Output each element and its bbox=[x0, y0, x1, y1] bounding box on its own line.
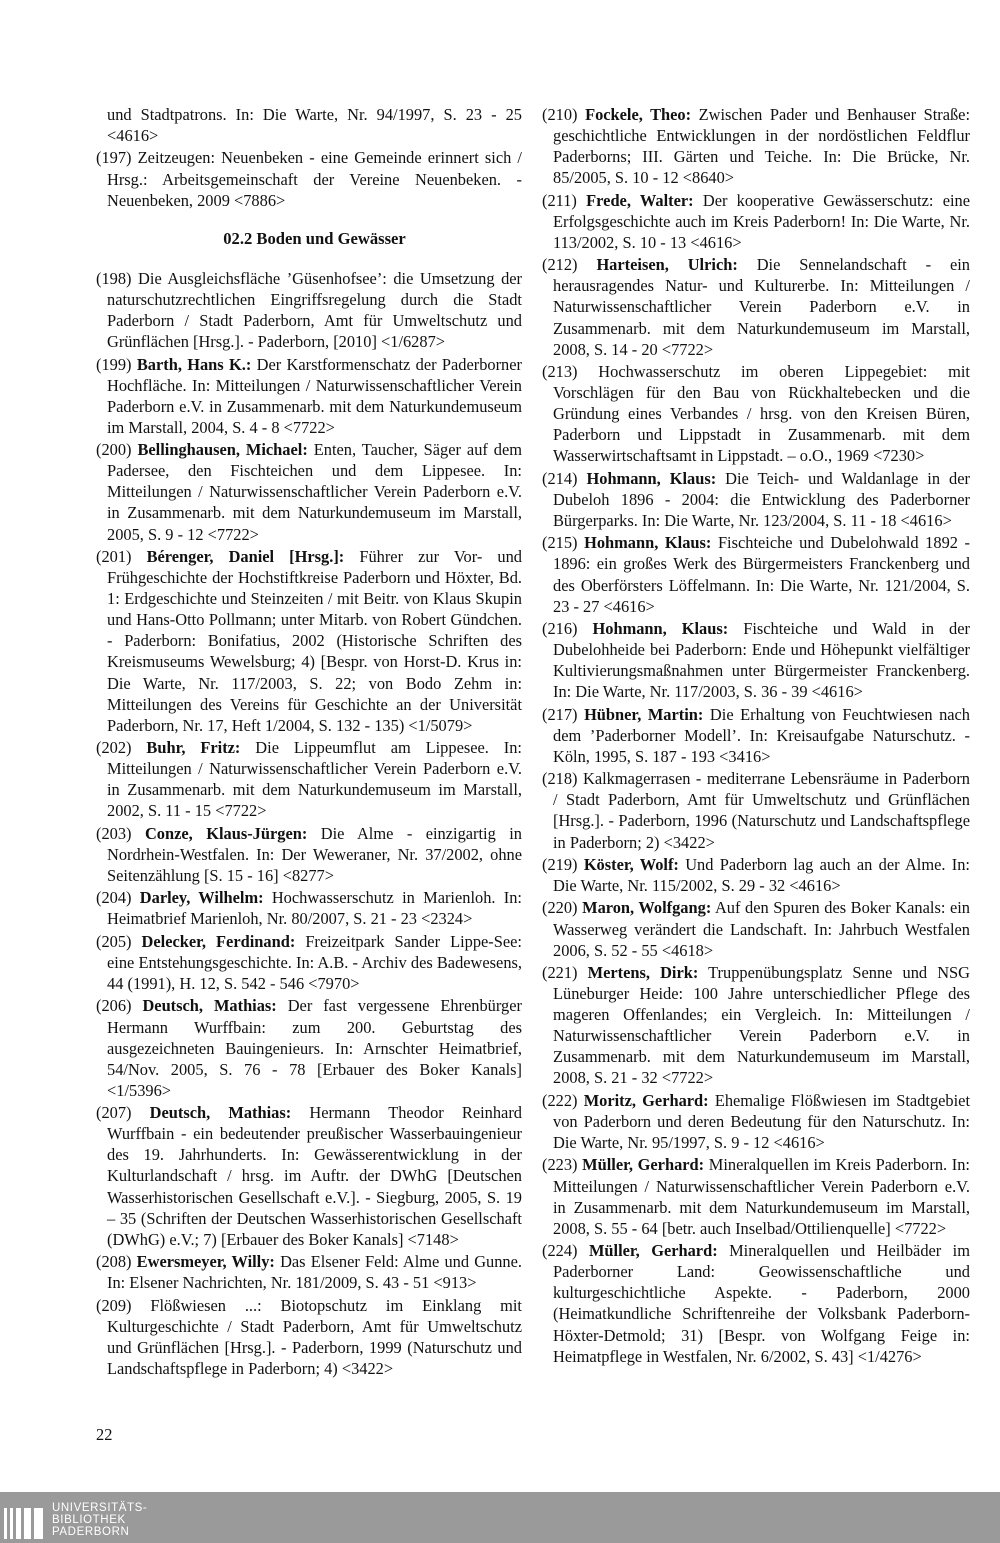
bib-entry bbox=[96, 147, 522, 210]
left-entry-list bbox=[96, 268, 522, 1379]
entry-author: Deutsch, Mathias: bbox=[142, 996, 277, 1016]
entry-text: und Stadtpatrons. In: Die Warte, Nr. 94/1997, S. 23 - 25 <4616> bbox=[107, 105, 522, 146]
entry-number: (197) bbox=[96, 148, 132, 168]
entry-author: Bellinghausen, Michael: bbox=[137, 440, 308, 460]
bib-entry bbox=[542, 254, 970, 359]
entry-number: (208) bbox=[96, 1252, 132, 1272]
entry-text: Ehemalige Flößwiesen im Stadtgebiet von Paderborn und deren Bedeutung für den Naturschutz. In: Die Warte, Nr. 95/1997, S. 9 - 12 <4616> bbox=[553, 1090, 970, 1153]
entry-author: Frede, Walter: bbox=[586, 190, 694, 210]
entry-number: (213) bbox=[542, 362, 578, 382]
entry-number: (200) bbox=[96, 440, 132, 460]
entry-text: Der Karstformenschatz der Paderborner Hochfläche. In: Mitteilungen / Naturwissenschaftlicher Verein Paderborn e.V. in Zusammenarb. mit dem Naturkundemuseum im Marstall, 2004, S. 4 - 8 <7722> bbox=[107, 354, 522, 437]
entry-author: Hohmann, Klaus: bbox=[584, 533, 712, 553]
entry-text: Freizeitpark Sander Lippe-See: eine Entstehungsgeschichte. In: A.B. - Archiv des Badewesens, 44 (1991), H. 12, S. 542 - 546 <7970> bbox=[107, 931, 522, 994]
bib-entry bbox=[96, 1295, 522, 1379]
entry-text: Die Erhaltung von Feuchtwiesen nach dem ’Paderborner Modell’. In: Kreisaufgabe Naturschutz. - Köln, 1995, S. 187 - 193 <3416> bbox=[553, 704, 971, 766]
entry-number: (198) bbox=[96, 268, 132, 288]
entry-text: Flößwiesen ...: Biotopschutz im Einklang mit Kulturgeschichte / Stadt Paderborn, Amt für Umweltschutz und Grünflächen [Hrsg.]. - Paderborn, 1999 (Naturschutz und Landschaftspflege in Paderborn; 4) <3422> bbox=[107, 1295, 522, 1378]
entry-text: Die Lippeumflut am Lippesee. In: Mitteilungen / Naturwissenschaftlicher Verein Paderborn e.V. in Zusammenarb. mit dem Naturkundemuseum im Marstall, 2002, S. 11 - 15 <7722> bbox=[107, 738, 522, 821]
entry-text: Enten, Taucher, Säger auf dem Padersee, den Fischteichen und dem Lippesee. In: Mitteilungen / Naturwissenschaftlicher Verein Paderborn e.V. in Zusammenarb. mit dem Naturkundemuseum im Marstall, 2005, S. 9 - 12 <7722> bbox=[107, 440, 523, 544]
bib-entry bbox=[542, 704, 970, 767]
logo-line: BIBLIOTHEK bbox=[52, 1514, 126, 1527]
entry-number: (218) bbox=[542, 769, 578, 789]
entry-number: (216) bbox=[542, 619, 578, 639]
logo-dot-icon bbox=[37, 1533, 43, 1539]
entry-author: Barth, Hans K.: bbox=[136, 354, 252, 374]
bib-entry bbox=[542, 1154, 970, 1238]
section-heading: 02.2 Boden und Gewässer bbox=[223, 228, 406, 248]
entry-text: Führer zur Vor- und Frühgeschichte der Hochstiftkreise Paderborn und Höxter, Bd. 1: Erdgeschichte und Steinzeiten / mit Beitr. von Klaus Skupin und Hans-Otto Pollmann; unter Mitarb. von Robert Gündchen. - Paderborn: Bonifatius, 2002 (Historische Schriften des Kreismuseums Wewelsburg; 4) [Bespr. von Horst-D. Krus in: Die Warte, Nr. 117/2003, S. 22; von Bodo Zehm in: Mitteilungen des Vereins für Geschichte an der Universität Paderborn, Nr. 17, Heft 1/2004, S. 132 - 135) <1/5079> bbox=[107, 546, 522, 735]
entry-number: (204) bbox=[96, 888, 132, 908]
entry-author: Conze, Klaus-Jürgen: bbox=[144, 823, 308, 843]
entry-text: Das Elsener Feld: Alme und Gunne. In: Elsener Nachrichten, Nr. 181/2009, S. 43 - 51 <913> bbox=[107, 1252, 522, 1293]
entry-text: Mineralquellen und Heilbäder im Paderborner Land: Geowissenschaftliche und kulturgeschichtliche Aspekte. - Paderborn, 2000 (Heimatkundliche Schriftenreihe der Volksbank Paderborn-Höxter-Detmold; 31) [Bespr. von Wolfgang Feige in: Heimatpflege in Westfalen, Nr. 6/2002, S. 43] <1/4276> bbox=[553, 1241, 970, 1366]
entry-number: (215) bbox=[542, 533, 578, 553]
bib-entry bbox=[542, 897, 970, 960]
bib-entry bbox=[542, 190, 970, 253]
bib-entry bbox=[542, 1240, 970, 1367]
bib-entry bbox=[542, 1090, 970, 1153]
bib-entry bbox=[542, 962, 970, 1089]
bib-entry bbox=[96, 268, 522, 352]
entry-number: (207) bbox=[96, 1103, 132, 1123]
bib-entry bbox=[542, 768, 970, 852]
entry-author: Fockele, Theo: bbox=[585, 105, 692, 124]
entry-text: Der kooperative Gewässerschutz: eine Erfolgsgeschichte auch im Kreis Paderborn! In: Die Warte, Nr. 113/2002, S. 10 - 13 <4616> bbox=[553, 190, 970, 252]
entry-text: Kalkmagerrasen - mediterrane Lebensräume in Paderborn / Stadt Paderborn, Amt für Umweltschutz und Grünflächen [Hrsg.]. - Paderborn, 1996 (Naturschutz und Landschaftspflege in Paderborn; 2) <3422> bbox=[553, 769, 970, 852]
entry-author: Mertens, Dirk: bbox=[587, 963, 699, 983]
entry-text: Zwischen Pader und Benhauser Straße: geschichtliche Entwicklungen in der nordöstlichen Feldflur Paderborns; III. Gärten und Teiche. In: Die Brücke, Nr. 85/2005, S. 10 - 12 <8640> bbox=[553, 105, 970, 188]
bib-entry bbox=[542, 104, 970, 188]
entry-text: Fischteiche und Wald in der Dubelohheide bei Paderborn: Ende und Höhepunkt vielfältiger Kultivierungsmaßnahmen unter Bürgermeister Franckenberg. In: Die Warte, Nr. 117/2003, S. 36 - 39 <4616> bbox=[553, 619, 970, 702]
bib-entry bbox=[96, 737, 522, 821]
entry-number: (219) bbox=[542, 854, 578, 874]
entry-number: (211) bbox=[542, 190, 577, 210]
entry-text: Die Alme - einzigartig in Nordrhein-Westfalen. In: Der Weweraner, Nr. 37/2002, ohne Seitenzählung [S. 15 - 16] <8277> bbox=[107, 823, 522, 885]
entry-number: (209) bbox=[96, 1295, 132, 1315]
entry-number: (201) bbox=[96, 546, 132, 566]
entry-author: Harteisen, Ulrich: bbox=[596, 255, 738, 275]
entry-author: Bérenger, Daniel [Hrsg.]: bbox=[146, 546, 345, 566]
entry-text: Die Sennelandschaft - ein herausragendes Natur- und Kulturerbe. In: Mitteilungen / Naturwissenschaftlicher Verein Paderborn e.V. in Zusammenarb. mit dem Naturkundemuseum im Marstall, 2008, S. 14 - 20 <7722> bbox=[553, 255, 971, 359]
continued-entry bbox=[96, 104, 522, 146]
entry-author: Delecker, Ferdinand: bbox=[141, 931, 296, 951]
entry-author: Hübner, Martin: bbox=[584, 704, 704, 724]
entry-number: (224) bbox=[542, 1241, 578, 1261]
entry-author: Köster, Wolf: bbox=[583, 854, 679, 874]
entry-number: (212) bbox=[542, 255, 578, 275]
entry-number: (220) bbox=[542, 898, 578, 918]
bib-entry bbox=[542, 361, 970, 466]
bib-entry bbox=[96, 823, 522, 886]
entry-author: Buhr, Fritz: bbox=[146, 738, 241, 758]
entry-number: (199) bbox=[96, 354, 132, 374]
entry-number: (203) bbox=[96, 823, 132, 843]
bib-entry bbox=[96, 1102, 522, 1250]
entry-text: Die Ausgleichsfläche ’Güsenhofsee’: die Umsetzung der naturschutzrechtlichen Eingriffsregelung durch die Stadt Paderborn / Stadt Paderborn, Amt für Umweltschutz und Grünflächen [Hrsg.]. - Paderborn, [2010] <1/6287> bbox=[107, 268, 522, 352]
entry-author: Hohmann, Klaus: bbox=[592, 619, 729, 639]
entry-author: Hohmann, Klaus: bbox=[586, 468, 717, 488]
entry-number: (214) bbox=[542, 468, 578, 488]
library-footer-bar bbox=[0, 1492, 1000, 1543]
entry-author: Müller, Gerhard: bbox=[588, 1241, 718, 1261]
entry-author: Moritz, Gerhard: bbox=[583, 1090, 709, 1110]
entry-number: (205) bbox=[96, 931, 132, 951]
entry-number: (221) bbox=[542, 963, 578, 983]
entry-text: Hochwasserschutz im oberen Lippegebiet: mit Vorschlägen für den Bau von Rückhaltebecken und die Gründung eines Verbandes / hrsg. von den Kreisen Büren, Paderborn und Lippstadt in Zusammenarb. mit dem Wasserwirtschaftsamt in Lippstadt. – o.O., 1969 <7230> bbox=[553, 362, 970, 466]
entry-text: Auf den Spuren des Boker Kanals: ein Wasserweg verändert die Landschaft. In: Jahrbuch Westfalen 2006, S. 52 - 55 <4618> bbox=[553, 898, 970, 960]
bib-entry bbox=[96, 931, 522, 994]
entry-author: Ewersmeyer, Willy: bbox=[136, 1252, 275, 1272]
logo-line: PADERBORN bbox=[52, 1526, 130, 1539]
bib-entry bbox=[96, 1251, 522, 1293]
entry-author: Deutsch, Mathias: bbox=[149, 1103, 292, 1123]
entry-text: Und Paderborn lag auch an der Alme. In: Die Warte, Nr. 115/2002, S. 29 - 32 <4616> bbox=[553, 854, 970, 896]
bib-entry bbox=[542, 532, 970, 616]
bib-entry bbox=[542, 618, 970, 702]
entry-author: Müller, Gerhard: bbox=[582, 1155, 705, 1175]
bib-entry bbox=[96, 439, 522, 544]
entry-text: Hermann Theodor Reinhard Wurffbain - ein bedeutender preußischer Wasserbauingenieur des 19. Jahrhunderts. In: Gewässerentwicklung in der Kulturlandschaft / hrsg. im Auftr. der DWhG [Deutschen Wasserhistorischen Gesellschaft e.V.]. - Siegburg, 2005, S. 19 – 35 (Schriften der Deutschen Wasserhistorischen Gesellschaft (DWhG) e.V.; 7) [Erbauer des Boker Kanals] <7148> bbox=[107, 1103, 522, 1249]
entry-number: (206) bbox=[96, 996, 132, 1016]
entry-number: (202) bbox=[96, 738, 132, 758]
entry-number: (222) bbox=[542, 1090, 578, 1110]
right-entry-list bbox=[542, 104, 970, 1367]
entry-text: Mineralquellen im Kreis Paderborn. In: Mitteilungen / Naturwissenschaftlicher Verein Paderborn e.V. in Zusammenarb. mit dem Naturkundemuseum im Marstall, 2008, S. 55 - 64 [betr. auch Inselbad/Ottilienquelle] <7722> bbox=[553, 1155, 970, 1238]
bib-entry bbox=[542, 854, 970, 896]
entry-text: Hochwasserschutz in Marienloh. In: Heimatbrief Marienloh, Nr. 80/2007, S. 21 - 23 <2324> bbox=[107, 888, 522, 929]
entry-number: (223) bbox=[542, 1155, 578, 1175]
bib-entry bbox=[96, 995, 522, 1100]
bib-entry bbox=[96, 354, 522, 438]
entry-author: Darley, Wilhelm: bbox=[139, 888, 264, 908]
entry-text: Der fast vergessene Ehrenbürger Hermann Wurffbain: zum 200. Geburtstag des ausgezeichneten Bauingenieurs. In: Arnschter Heimatbrief, 54/Nov. 2005, S. 76 - 78 [Erbauer des Boker Kanals] <1/5396> bbox=[107, 996, 522, 1100]
left-column bbox=[96, 104, 522, 1380]
entry-text: Truppenübungsplatz Senne und NSG Lüneburger Heide: 100 Jahre unterschiedlicher Pflege des mageren Offenlandes; ein Vergleich. In: Mitteilungen / Naturwissenschaftlicher Verein Paderborn e.V. in Zusammenarb. mit dem Naturkundemuseum im Marstall, 2008, S. 21 - 32 <7722> bbox=[553, 963, 970, 1088]
entry-text: Zeitzeugen: Neuenbeken - eine Gemeinde erinnert sich / Hrsg.: Arbeitsgemeinschaft der Vereine Neuenbeken. - Neuenbeken, 2009 <7886> bbox=[107, 148, 522, 210]
right-column bbox=[542, 104, 970, 1368]
entry-text: Die Teich- und Waldanlage in der Dubeloh 1896 - 2004: die Entwicklung des Paderborner Bürgerparks. In: Die Warte, Nr. 123/2004, S. 11 - 18 <4616> bbox=[553, 468, 970, 530]
bib-entry bbox=[96, 887, 522, 929]
page-number: 22 bbox=[96, 1425, 113, 1444]
entry-number: (217) bbox=[542, 704, 578, 724]
entry-author: Maron, Wolfgang: bbox=[582, 898, 712, 918]
library-logo-text bbox=[52, 1502, 147, 1539]
entry-number: (210) bbox=[542, 105, 578, 124]
bib-entry bbox=[542, 468, 970, 531]
bib-entry bbox=[96, 546, 522, 736]
logo-line: UNIVERSITÄTS- bbox=[52, 1502, 148, 1514]
entry-text: Fischteiche und Dubelohwald 1892 - 1896: ein großes Werk des Bürgermeisters Franckenberg und des Oberförsters Löffelmann. In: Die Warte, Nr. 121/2004, S. 23 - 27 <4616> bbox=[553, 533, 970, 616]
